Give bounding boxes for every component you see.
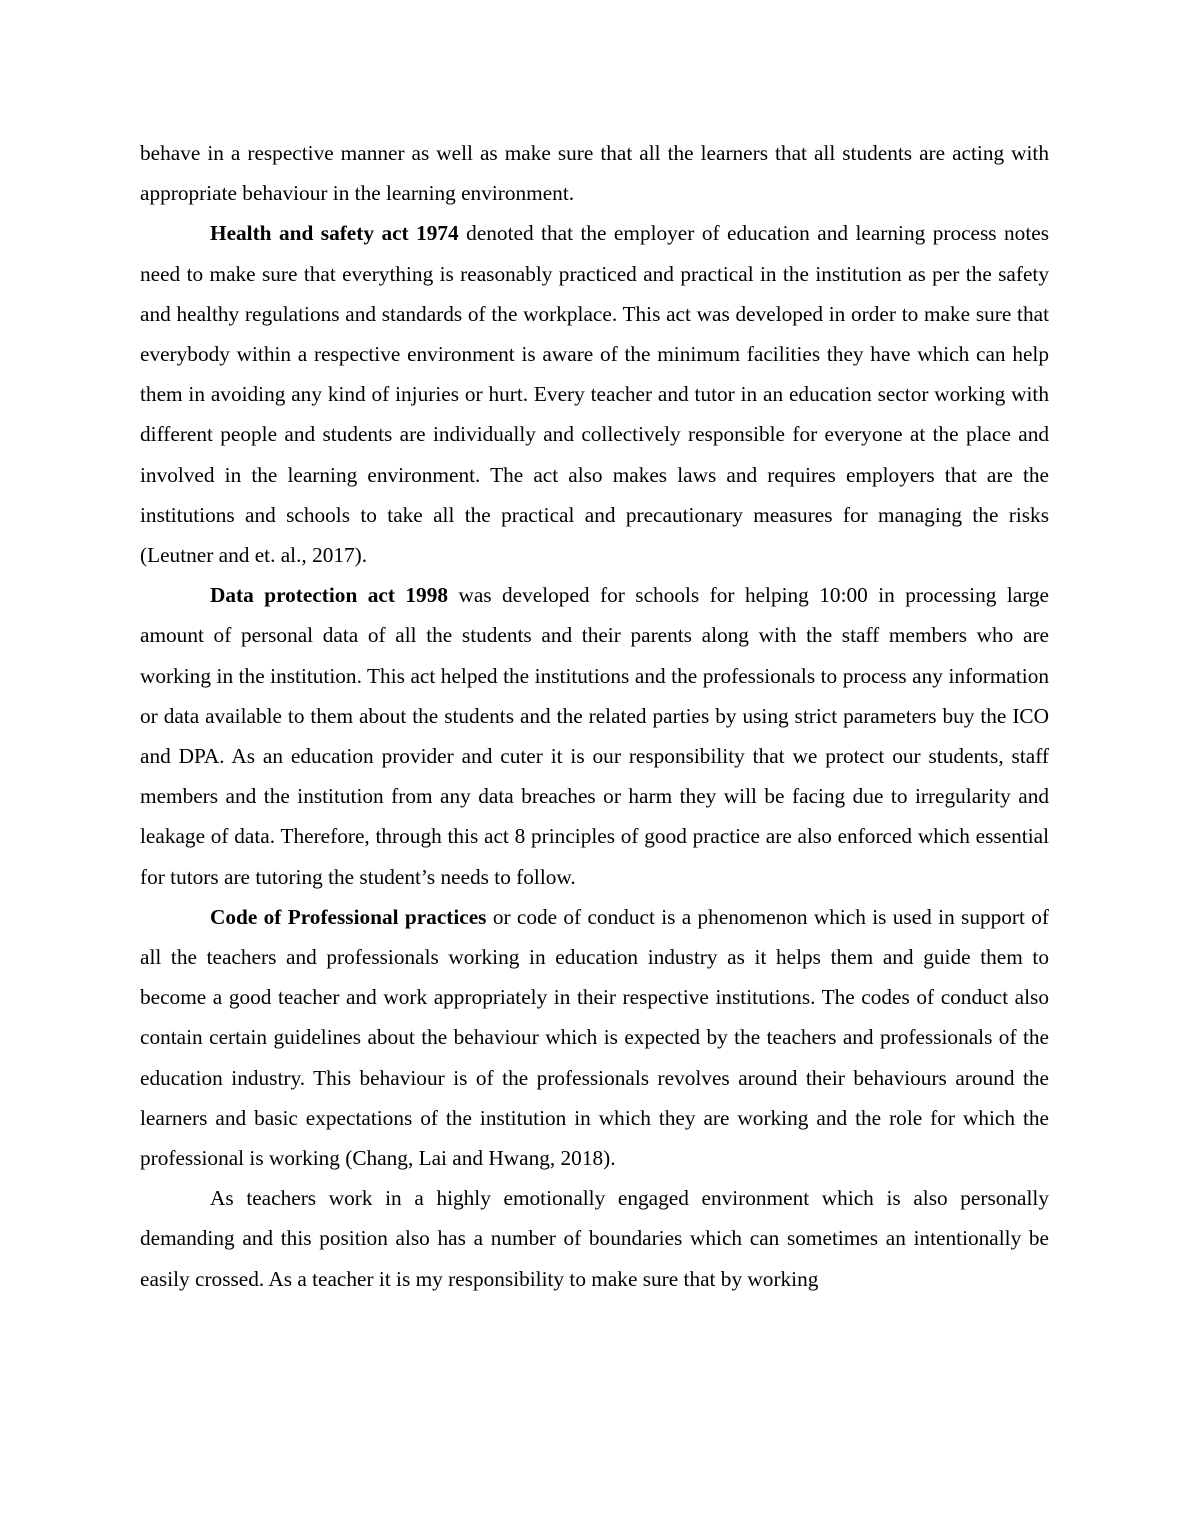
paragraph-teachers-boundaries bbox=[140, 1178, 1049, 1299]
paragraph-health-and-safety-act bbox=[140, 213, 1049, 575]
paragraph-data-protection-act bbox=[140, 575, 1049, 897]
paragraph-text: denoted that the employer of education and learning process notes need to make sure that everything is reasonably practiced and practical in the institution as per the safety and healthy regulations and standards of the workplace. This act was developed in order to make sure that everybody within a respective environment is aware of the minimum facilities they have which can help them in avoiding any kind of injuries or hurt. Every teacher and tutor in an education sector working with different people and students are individually and collectively responsible for everyone at the place and involved in the learning environment. The act also makes laws and requires employers that are the institutions and schools to take all the practical and precautionary measures for managing the risks (Leutner and et. al., 2017). bbox=[140, 221, 1049, 568]
document-body bbox=[140, 133, 1049, 1299]
paragraph-heading: Health and safety act 1974 bbox=[210, 221, 459, 246]
paragraph-heading: Code of Professional practices bbox=[210, 904, 487, 929]
paragraph-text: was developed for schools for helping 10:00 in processing large amount of personal data of all the students and their parents along with the staff members who are working in the institution. This act helped the institutions and the professionals to process any information or data available to them about the students and the related parties by using strict parameters buy the ICO and DPA. As an education provider and cuter it is our responsibility that we protect our students, staff members and the institution from any data breaches or harm they will be facing due to irregularity and leakage of data. Therefore, through this act 8 principles of good practice are also enforced which essential for tutors are tutoring the student’s needs to follow. bbox=[140, 583, 1049, 889]
paragraph-code-of-professional-practices bbox=[140, 897, 1049, 1178]
paragraph-heading: Data protection act 1998 bbox=[210, 583, 448, 608]
paragraph-behaviour-continuation bbox=[140, 133, 1049, 213]
paragraph-text: or code of conduct is a phenomenon which is used in support of all the teachers and professionals working in education industry as it helps them and guide them to become a good teacher and work appropriately in their respective institutions. The codes of conduct also contain certain guidelines about the behaviour which is expected by the teachers and professionals of the education industry. This behaviour is of the professionals revolves around their behaviours around the learners and basic expectations of the institution in which they are working and the role for which the professional is working (Chang, Lai and Hwang, 2018). bbox=[140, 904, 1050, 1171]
paragraph-text: As teachers work in a highly emotionally engaged environment which is also personally demanding and this position also has a number of boundaries which can sometimes an intentionally be easily crossed. As a teacher it is my responsibility to make sure that by working bbox=[140, 1186, 1049, 1291]
paragraph-text: behave in a respective manner as well as make sure that all the learners that all students are acting with appropriate behaviour in the learning environment. bbox=[140, 141, 1049, 206]
